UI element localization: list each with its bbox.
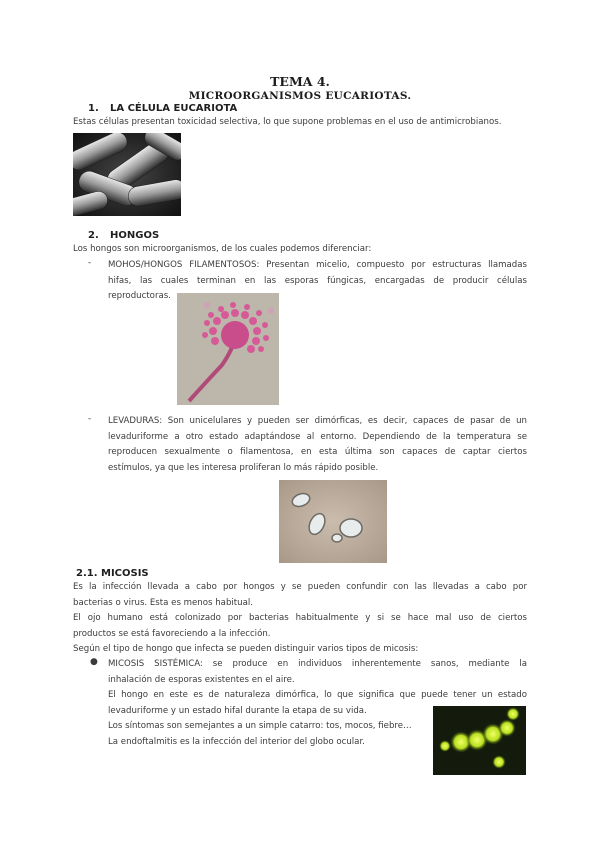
micosis-line-5: Según el tipo de hongo que infecta se pueden distinguir varios tipos de micosis: (73, 644, 419, 655)
list-item-mohos (108, 258, 527, 305)
mohos-line-3: reproductoras. (108, 291, 171, 302)
micosis-line-4: productos se está favoreciendo a la infección. (73, 628, 271, 639)
section1-text: Estas células presentan toxicidad selectiva, lo que supone problemas en el uso de antimicrobianos. (73, 117, 502, 127)
fluorescent-fungi-illustration (433, 706, 526, 775)
section1-heading: LA CÉLULA EUCARIOTA (110, 103, 238, 114)
sistemica-line-5: Los síntomas son semejantes a un simple catarro: tos, mocos, fiebre… (108, 721, 412, 732)
section21-body (73, 580, 527, 658)
page-subtitle: MICROORGANISMOS EUCARIOTAS. (188, 90, 412, 102)
bullet-point: ● (90, 657, 98, 667)
fluorescent-fungi-image (433, 706, 526, 775)
sistemica-line-2: inhalación de esporas existentes en el aire. (108, 674, 295, 685)
sistemica-line-3: El hongo en este es de naturaleza dimórfica, lo que significa que puede tener un estado (108, 690, 527, 701)
mold-image (177, 293, 279, 405)
list-dash: - (88, 258, 92, 268)
section2-heading: HONGOS (110, 230, 160, 241)
aspergillus-illustration (177, 293, 279, 405)
yeast-cells-illustration (279, 480, 387, 563)
micosis-line-3: El ojo humano está colonizado por bacterias habitualmente y si se hace mal uso de ciertos (73, 613, 527, 624)
sistemica-line-1: MICOSIS SISTÉMICA: se produce en individuos inherentemente sanos, mediante la (108, 659, 527, 669)
mohos-line-1: MOHOS/HONGOS FILAMENTOSOS: Presentan micelio, compuesto por estructuras llamadas (108, 260, 527, 270)
mohos-line-2: hifas, las cuales terminan en las esporas fúngicas, encargadas de producir células (108, 275, 527, 286)
sistemica-line-4: levaduriforme y un estado hifal durante la etapa de su vida. (108, 705, 367, 716)
levaduras-line-1: LEVADURAS: Son unicelulares y pueden ser dimórficas, es decir, capaces de pasar de un (108, 416, 527, 426)
micosis-line-2: bacterias o virus. Esta es menos habitual. (73, 597, 253, 608)
levaduras-line-3: reproducen sexualmente o filamentosa, en esta última son capaces de captar ciertos (108, 447, 527, 458)
yeast-image (279, 480, 387, 563)
list-item-levaduras (108, 414, 527, 476)
levaduras-line-4: estímulos, ya que les interesa proliferan lo más rápido posible. (108, 462, 379, 473)
bacteria-sem-illustration (73, 133, 181, 216)
levaduras-line-2: levaduriforme a otro estado adaptándose al entorno. Dependiendo de la temperatura se (108, 431, 527, 442)
page-title: TEMA 4. (270, 74, 330, 89)
section2-intro: Los hongos son microorganismos, de los cuales podemos diferenciar: (73, 244, 372, 254)
micosis-line-1: Es la infección llevada a cabo por hongos y se pueden confundir con las llevadas a cabo por (73, 582, 527, 592)
section1-number: 1. (88, 103, 99, 114)
sistemica-line-6: La endoftalmitis es la infección del interior del globo ocular. (108, 736, 365, 747)
list-dash: - (88, 414, 92, 424)
section2-number: 2. (88, 230, 99, 241)
eukaryotic-cell-image (73, 133, 181, 216)
section21-heading: 2.1. MICOSIS (76, 568, 149, 579)
